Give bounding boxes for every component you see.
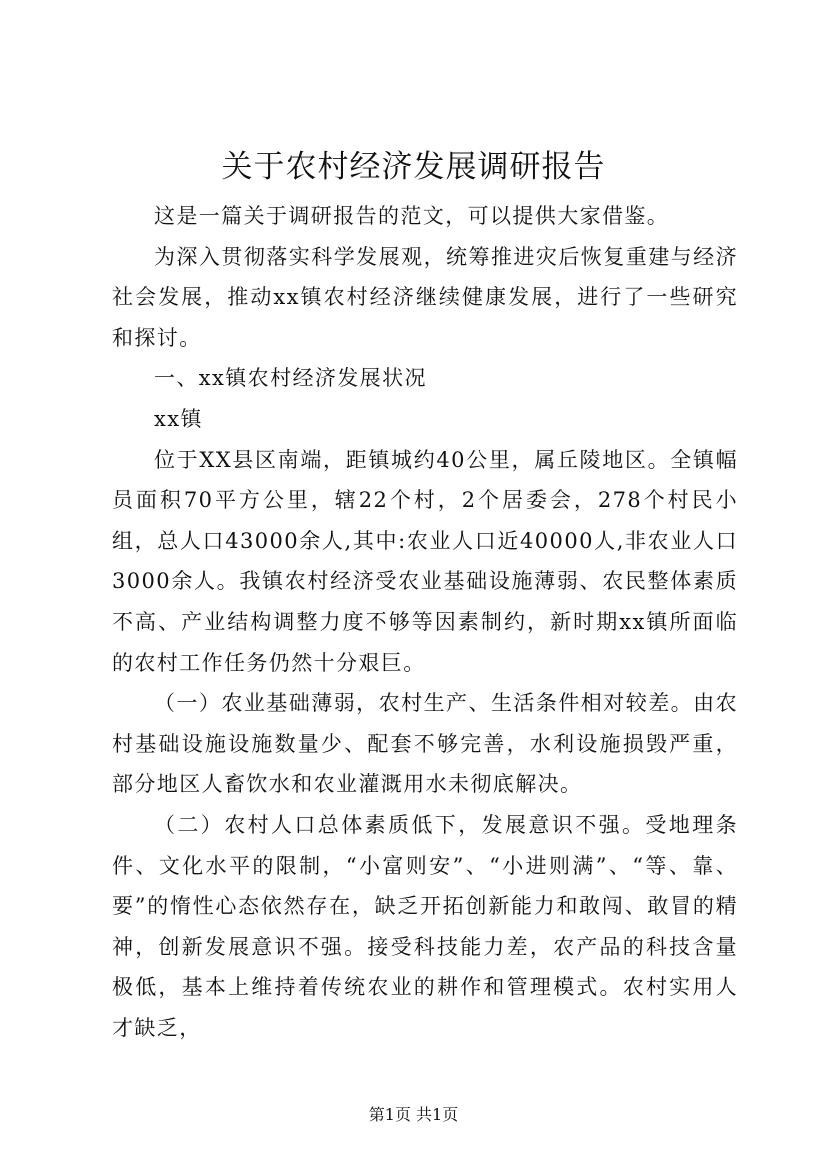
paragraph-point-2: （二）农村人口总体素质低下，发展意识不强。受地理条件、文化水平的限制，“小富则安”、“小进则满”、“等、靠、要”的惰性心态依然存在，缺乏开拓创新能力和敢闯、敢冒的精神，创新发展意识不强。接受科技能力差，农产品的科技含量极低，基本上维持着传统农业的耕作和管理模式。农村实用人才缺乏， bbox=[112, 812, 738, 1040]
paragraph-town-name: xx镇 bbox=[154, 406, 203, 431]
document-title: 关于农村经济发展调研报告 bbox=[221, 149, 606, 185]
page-footer: 第1页 共1页 bbox=[368, 1105, 459, 1124]
section-heading-1: 一、xx镇农村经济发展状况 bbox=[154, 366, 427, 391]
document-body bbox=[112, 196, 738, 1048]
paragraph-purpose: 为深入贯彻落实科学发展观，统筹推进灾后恢复重建与经济社会发展，推动xx镇农村经济继续健康发展，进行了一些研究和探讨。 bbox=[112, 244, 738, 350]
paragraph-point-1: （一）农业基础薄弱，农村生产、生活条件相对较差。由农村基础设施设施数量少、配套不够完善，水利设施损毁严重，部分地区人畜饮水和农业灌溉用水未彻底解决。 bbox=[112, 691, 738, 797]
paragraph-town-overview: 位于XX县区南端，距镇城约40公里，属丘陵地区。全镇幅员面积70平方公里，辖22个村，2个居委会，278个村民小组，总人口43000余人,其中:农业人口近40000人,非农业人口3000余人。我镇农村经济受农业基础设施薄弱、农民整体素质不高、产业结构调整力度不够等因素制约，新时期xx镇所面临的农村工作任务仍然十分艰巨。 bbox=[112, 447, 738, 675]
paragraph-intro: 这是一篇关于调研报告的范文，可以提供大家借鉴。 bbox=[154, 204, 670, 228]
